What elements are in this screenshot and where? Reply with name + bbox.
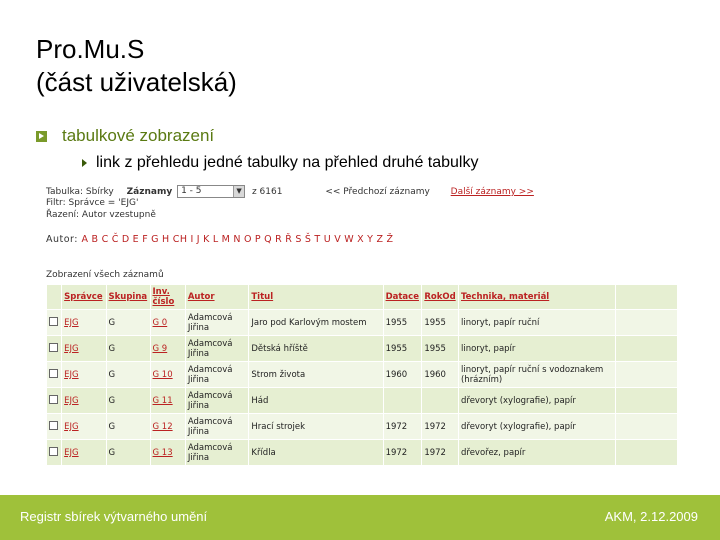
cell-technika	[459, 440, 615, 465]
cell-technika	[459, 310, 615, 335]
row-checkbox[interactable]	[49, 369, 58, 378]
datace-value: 1960	[385, 369, 408, 380]
technika-value: dřevoryt (xylografie), papír	[460, 421, 576, 432]
square-bullet-icon	[36, 131, 47, 142]
row-end-cell	[616, 310, 677, 335]
cell-titul	[249, 336, 382, 361]
alphabet-letter-link[interactable]: W	[344, 234, 355, 245]
row-checkbox-cell	[47, 388, 61, 413]
cell-datace	[384, 336, 422, 361]
cell-autor	[186, 440, 249, 465]
skupina-value: G	[108, 369, 116, 380]
cell-inv	[151, 414, 185, 439]
alphabet-letter-link[interactable]: J	[196, 234, 201, 245]
row-end-cell	[616, 388, 677, 413]
row-checkbox[interactable]	[49, 317, 58, 326]
column-header[interactable]: RokOd	[422, 285, 458, 309]
titul-value: Dětská hříště	[251, 343, 308, 354]
cell-skupina	[107, 388, 150, 413]
alphabet-letter-link[interactable]: H	[162, 234, 170, 245]
previous-records-link[interactable]: << Předchozí záznamy	[325, 187, 430, 197]
records-label: Záznamy	[126, 187, 173, 197]
alphabet-letter-link[interactable]: X	[357, 234, 365, 245]
row-checkbox-cell	[47, 362, 61, 387]
alphabet-letter-link[interactable]: M	[221, 234, 231, 245]
alphabet-letter-link[interactable]: L	[212, 234, 219, 245]
records-total: z 6161	[251, 187, 283, 197]
row-checkbox-cell	[47, 310, 61, 335]
alphabet-letter-link[interactable]: D	[121, 234, 130, 245]
cell-inv	[151, 440, 185, 465]
alphabet-letter-link[interactable]: Ř	[285, 234, 293, 245]
cell-technika	[459, 388, 615, 413]
skupina-value: G	[108, 317, 116, 328]
technika-value: linoryt, papír	[460, 343, 516, 354]
show-all-records-link[interactable]: Zobrazení všech záznamů	[46, 270, 164, 280]
cell-titul	[249, 440, 382, 465]
alphabet-letter-link[interactable]: B	[91, 234, 99, 245]
table-row	[47, 414, 677, 439]
autor-value: Adamcová Jiřina	[187, 364, 233, 385]
cell-titul	[249, 388, 382, 413]
skupina-value: G	[108, 447, 116, 458]
alphabet-letter-link[interactable]: E	[132, 234, 140, 245]
cell-autor	[186, 414, 249, 439]
cell-autor	[186, 388, 249, 413]
cell-rokod	[422, 362, 458, 387]
alphabet-letter-link[interactable]: Y	[367, 234, 374, 245]
cell-skupina	[107, 310, 150, 335]
cell-spravce	[62, 440, 105, 465]
cell-inv	[151, 362, 185, 387]
cell-rokod	[422, 414, 458, 439]
titul-value: Hrací strojek	[251, 421, 305, 432]
bullet-level-1	[36, 126, 214, 146]
technika-value: linoryt, papír ruční s vodoznakem (hrázním)	[460, 364, 604, 385]
alphabet-letter-link[interactable]: I	[190, 234, 194, 245]
triangle-bullet-icon	[82, 159, 87, 167]
column-header	[47, 285, 61, 309]
alphabet-letter-link[interactable]: O	[243, 234, 252, 245]
footer-right-text: AKM, 2.12.2009	[604, 509, 698, 524]
alphabet-letter-link[interactable]: G	[151, 234, 160, 245]
inv-link[interactable]: G 9	[152, 343, 168, 354]
autor-value: Adamcová Jiřina	[187, 390, 233, 411]
datace-value: 1955	[385, 343, 408, 354]
table-header-row	[47, 285, 677, 309]
alphabet-letter-link[interactable]: A	[81, 234, 89, 245]
cell-technika	[459, 414, 615, 439]
column-header[interactable]: Titul	[249, 285, 382, 309]
titul-value: Hád	[251, 395, 269, 406]
skupina-value: G	[108, 395, 116, 406]
titul-value: Křídla	[251, 447, 276, 458]
bullet-level-1-text: tabulkové zobrazení	[62, 126, 215, 145]
cell-skupina	[107, 440, 150, 465]
cell-autor	[186, 310, 249, 335]
spravce-link[interactable]: EJG	[64, 395, 79, 406]
table-label: Tabulka: Sbírky	[46, 187, 114, 197]
inv-link[interactable]: G 10	[152, 369, 173, 380]
alphabet-letter-link[interactable]: C	[101, 234, 109, 245]
row-end-cell	[616, 362, 677, 387]
technika-value: dřevořez, papír	[460, 447, 526, 458]
alphabet-letter-link[interactable]: Q	[264, 234, 273, 245]
title-line-1: Pro.Mu.S	[36, 34, 145, 64]
alphabet-letter-link[interactable]: U	[323, 234, 332, 245]
filter-text: Filtr: Správce = 'EJG'	[46, 198, 139, 208]
skupina-value: G	[108, 343, 116, 354]
titul-value: Strom života	[251, 369, 306, 380]
autor-value: Adamcová Jiřina	[187, 442, 233, 463]
column-header[interactable]: Skupina	[107, 285, 150, 309]
embedded-app-screenshot	[44, 182, 684, 472]
alphabet-letter-link[interactable]: Z	[376, 234, 384, 245]
alphabet-letter-link[interactable]: Č	[111, 234, 119, 245]
alphabet-letter-link[interactable]: P	[254, 234, 262, 245]
row-end-cell	[616, 440, 677, 465]
column-header[interactable]: Autor	[186, 285, 249, 309]
alphabet-label: Autor:	[46, 234, 78, 245]
autor-value: Adamcová Jiřina	[187, 312, 233, 333]
cell-autor	[186, 336, 249, 361]
cell-spravce	[62, 414, 105, 439]
row-end-cell	[616, 414, 677, 439]
cell-spravce	[62, 362, 105, 387]
spravce-link[interactable]: EJG	[64, 317, 79, 328]
sort-text: Řazení: Autor vzestupně	[46, 210, 156, 220]
autor-value: Adamcová Jiřina	[187, 416, 233, 437]
column-header[interactable]: Inv. číslo	[151, 285, 185, 309]
spravce-link[interactable]: EJG	[64, 421, 79, 432]
cell-skupina	[107, 336, 150, 361]
table-row	[47, 310, 677, 335]
titul-value: Jaro pod Karlovým mostem	[251, 317, 367, 328]
bullet-level-2	[82, 153, 478, 173]
spravce-link[interactable]: EJG	[64, 343, 79, 354]
cell-technika	[459, 362, 615, 387]
alphabet-letter-link[interactable]: R	[275, 234, 283, 245]
cell-datace	[384, 362, 422, 387]
row-checkbox-cell	[47, 336, 61, 361]
row-checkbox[interactable]	[49, 343, 58, 352]
cell-rokod	[422, 388, 458, 413]
cell-titul	[249, 414, 382, 439]
inv-link[interactable]: G 11	[152, 395, 173, 406]
chevron-down-icon: ▼	[233, 186, 244, 197]
footer-left-text: Registr sbírek výtvarného umění	[20, 509, 208, 524]
table-row	[47, 336, 677, 361]
rokod-value: 1972	[424, 421, 446, 432]
column-header[interactable]: Datace	[384, 285, 422, 309]
cell-spravce	[62, 388, 105, 413]
cell-spravce	[62, 336, 105, 361]
records-range-select[interactable]: 1 - 5 ▼	[177, 185, 245, 198]
alphabet-letter-link[interactable]: Ž	[386, 234, 394, 245]
bullet-level-2-text: link z přehledu jedné tabulky na přehled druhé tabulky	[96, 154, 479, 171]
row-checkbox[interactable]	[49, 421, 58, 430]
cell-spravce	[62, 310, 105, 335]
row-checkbox[interactable]	[49, 447, 58, 456]
column-header	[616, 285, 677, 309]
table-row	[47, 388, 677, 413]
rokod-value: 1960	[424, 369, 446, 380]
cell-inv	[151, 310, 185, 335]
cell-inv	[151, 388, 185, 413]
spravce-link[interactable]: EJG	[64, 447, 79, 458]
row-end-cell	[616, 336, 677, 361]
autor-value: Adamcová Jiřina	[187, 338, 233, 359]
cell-titul	[249, 362, 382, 387]
footer-bar	[0, 495, 720, 540]
alphabet-letter-link[interactable]: K	[203, 234, 210, 245]
cell-skupina	[107, 362, 150, 387]
slide-title	[36, 33, 237, 99]
cell-datace	[384, 440, 422, 465]
cell-rokod	[422, 440, 458, 465]
datace-value: 1955	[385, 317, 408, 328]
rokod-value: 1955	[424, 343, 446, 354]
inv-link[interactable]: G 0	[152, 317, 168, 328]
title-line-2: (část uživatelská)	[36, 67, 237, 97]
row-checkbox-cell	[47, 440, 61, 465]
cell-rokod	[422, 336, 458, 361]
technika-value: linoryt, papír ruční	[460, 317, 540, 328]
records-toolbar	[46, 185, 534, 198]
datace-value: 1972	[385, 447, 408, 458]
cell-titul	[249, 310, 382, 335]
alphabet-letter-link[interactable]: V	[334, 234, 342, 245]
technika-value: dřevoryt (xylografie), papír	[460, 395, 576, 406]
skupina-value: G	[108, 421, 116, 432]
cell-rokod	[422, 310, 458, 335]
row-checkbox[interactable]	[49, 395, 58, 404]
rokod-value: 1955	[424, 317, 446, 328]
rokod-value: 1972	[424, 447, 446, 458]
cell-technika	[459, 336, 615, 361]
alphabet-letter-link[interactable]: F	[142, 234, 149, 245]
alphabet-letter-link[interactable]: CH	[172, 234, 188, 245]
cell-skupina	[107, 414, 150, 439]
spravce-link[interactable]: EJG	[64, 369, 79, 380]
alphabet-letter-link[interactable]: T	[314, 234, 321, 245]
datace-value: 1972	[385, 421, 408, 432]
records-table	[46, 284, 678, 466]
column-header[interactable]: Správce	[62, 285, 105, 309]
cell-inv	[151, 336, 185, 361]
column-header[interactable]: Technika, materiál	[459, 285, 615, 309]
cell-datace	[384, 414, 422, 439]
cell-datace	[384, 388, 422, 413]
table-row	[47, 440, 677, 465]
inv-link[interactable]: G 12	[152, 421, 173, 432]
alphabet-letter-link[interactable]: N	[233, 234, 241, 245]
alphabet-letter-link[interactable]: Š	[304, 234, 312, 245]
cell-datace	[384, 310, 422, 335]
alphabet-letter-link[interactable]: S	[295, 234, 302, 245]
table-row	[47, 362, 677, 387]
inv-link[interactable]: G 13	[152, 447, 173, 458]
row-checkbox-cell	[47, 414, 61, 439]
alphabet-filter	[46, 234, 396, 245]
cell-autor	[186, 362, 249, 387]
next-records-link[interactable]: Další záznamy >>	[450, 187, 534, 197]
